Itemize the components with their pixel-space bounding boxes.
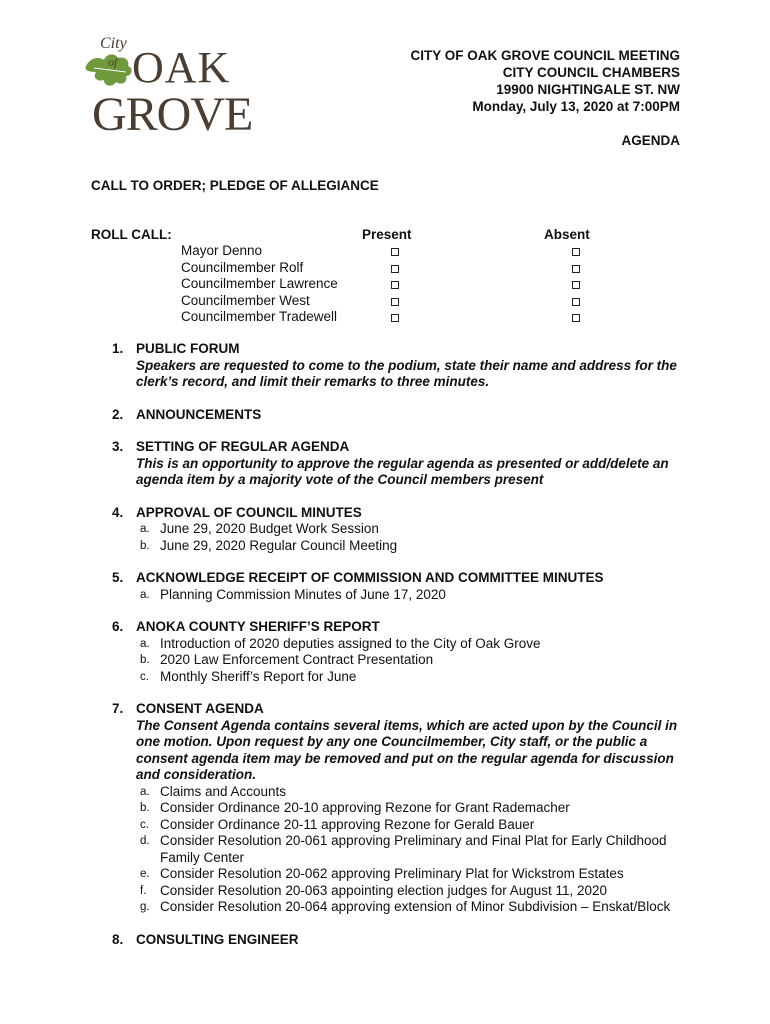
roll-call-row	[181, 260, 338, 277]
agenda-item-number: 4.	[112, 504, 124, 520]
header-date: Monday, July 13, 2020 at 7:00PM	[472, 99, 680, 114]
agenda-item-number: 2.	[112, 406, 124, 422]
agenda-subitem-text: Claims and Accounts	[160, 783, 287, 799]
agenda-label: AGENDA	[621, 133, 680, 148]
agenda-item-number: 6.	[112, 619, 124, 634]
agenda-item-number: 7.	[112, 701, 124, 716]
roll-call-label: ROLL CALL:	[91, 227, 172, 242]
agenda-item-title: ANNOUNCEMENTS	[136, 406, 262, 422]
agenda-item-number: 1.	[112, 341, 124, 356]
agenda-item-description: This is an opportunity to approve the regular agenda as presented or add/delete an agenda item by a majority vote of the Council members present	[136, 455, 669, 487]
agenda-item-heading	[112, 701, 692, 718]
agenda-subitem-text: Consider Resolution 20-064 approving extension of Minor Subdivision – Enskat/Block	[160, 899, 671, 914]
agenda-item-title: APPROVAL OF COUNCIL MINUTES	[136, 504, 362, 520]
logo-grove-text: GROVE	[92, 88, 253, 138]
agenda-subitem-text: 2020 Law Enforcement Contract Presentation	[160, 652, 434, 667]
agenda-subitem-letter: d.	[140, 835, 150, 847]
agenda-subitem	[136, 521, 692, 538]
agenda-subitem	[136, 538, 692, 555]
agenda-subitem-letter: a.	[140, 785, 150, 798]
agenda-item-heading	[112, 341, 692, 358]
present-checkbox[interactable]	[391, 265, 399, 273]
agenda-item	[112, 505, 692, 555]
agenda-item-heading	[112, 932, 692, 949]
agenda-subitem	[136, 833, 692, 866]
agenda-subitem-text: Introduction of 2020 deputies assigned to the City of Oak Grove	[160, 635, 541, 651]
member-name: Councilmember West	[181, 292, 310, 308]
agenda-item-number: 3.	[112, 439, 124, 454]
agenda-item-heading	[112, 407, 692, 424]
agenda-item-heading	[112, 619, 692, 636]
agenda-subitem	[136, 817, 692, 834]
agenda-subitem-text: Consider Resolution 20-061 approving Preliminary and Final Plat for Early Childhood Family Center	[160, 833, 667, 865]
agenda-item-title: ANOKA COUNTY SHERIFF’S REPORT	[136, 619, 380, 634]
roll-call-members	[181, 243, 338, 326]
agenda-subitem-letter: f.	[140, 884, 147, 897]
agenda-subitem	[136, 899, 692, 916]
roll-call-row	[181, 309, 338, 326]
agenda-item-heading	[112, 570, 692, 587]
agenda-subitem-text: Consider Ordinance 20-10 approving Rezone for Grant Rademacher	[160, 800, 570, 815]
agenda-subitem-text: Consider Resolution 20-062 approving Preliminary Plat for Wickstrom Estates	[160, 866, 624, 881]
absent-checkbox[interactable]	[572, 298, 580, 306]
agenda-subitem-letter: a.	[140, 523, 150, 535]
agenda-item	[112, 932, 692, 949]
agenda-item	[112, 439, 692, 489]
agenda-subitem	[136, 636, 692, 653]
agenda-item-description: Speakers are requested to come to the podium, state their name and address for the clerk’s record, and limit their remarks to three minutes.	[136, 357, 677, 389]
logo-oak-text: OAK	[132, 43, 231, 92]
present-column-header: Present	[362, 227, 412, 242]
agenda-items	[112, 341, 692, 964]
agenda-item-title: CONSULTING ENGINEER	[136, 931, 299, 947]
member-name: Councilmember Tradewell	[181, 309, 338, 324]
agenda-item-heading	[112, 439, 692, 456]
present-checkbox[interactable]	[391, 281, 399, 289]
agenda-subitem	[136, 883, 692, 900]
agenda-item	[112, 619, 692, 685]
agenda-subitem-letter: g.	[140, 901, 150, 913]
agenda-subitem	[136, 652, 692, 669]
agenda-item-number: 5.	[112, 570, 124, 585]
agenda-subitem	[136, 866, 692, 883]
header-location: CITY COUNCIL CHAMBERS	[502, 65, 680, 80]
absent-checkbox[interactable]	[572, 314, 580, 322]
agenda-subitem-text: Consider Ordinance 20-11 approving Rezone for Gerald Bauer	[160, 816, 535, 832]
agenda-subitem-letter: b.	[140, 539, 150, 552]
meeting-header	[410, 47, 680, 149]
agenda-item-description: The Consent Agenda contains several items, which are acted upon by the Council in one motion. Upon request by any one Councilmember, City staff, or the public a consent agenda item may be removed and put on the regular agenda for discussion and consideration.	[136, 717, 678, 782]
member-name: Councilmember Rolf	[181, 259, 304, 275]
agenda-subitem-text: Monthly Sheriff’s Report for June	[160, 668, 357, 684]
agenda-subitem-text: Planning Commission Minutes of June 17, 2020	[160, 586, 446, 602]
absent-checkbox[interactable]	[572, 265, 580, 273]
agenda-item	[112, 570, 692, 603]
agenda-subitem-letter: b.	[140, 654, 150, 666]
agenda-subitem-text: June 29, 2020 Budget Work Session	[160, 521, 379, 536]
agenda-subitem-letter: b.	[140, 802, 150, 814]
roll-call-row	[181, 243, 338, 260]
agenda-item-title: SETTING OF REGULAR AGENDA	[136, 439, 350, 454]
member-name: Councilmember Lawrence	[181, 276, 338, 291]
logo-of-text: of	[108, 55, 118, 69]
agenda-subitem	[136, 800, 692, 817]
agenda-item	[112, 701, 692, 916]
header-title: CITY OF OAK GROVE COUNCIL MEETING	[410, 48, 680, 63]
header-address: 19900 NIGHTINGALE ST. NW	[496, 82, 680, 97]
roll-call-row	[181, 276, 338, 293]
present-checkbox[interactable]	[391, 248, 399, 256]
agenda-subitem	[136, 669, 692, 686]
agenda-subitem-letter: e.	[140, 868, 150, 880]
agenda-item-title: ACKNOWLEDGE RECEIPT OF COMMISSION AND COMMITTEE MINUTES	[136, 570, 604, 585]
agenda-subitem	[136, 587, 692, 604]
roll-call-row	[181, 293, 338, 310]
agenda-item	[112, 341, 692, 391]
agenda-subitem	[136, 784, 692, 801]
call-to-order: CALL TO ORDER; PLEDGE OF ALLEGIANCE	[91, 178, 379, 193]
agenda-subitem-letter: a.	[140, 588, 150, 601]
present-checkbox[interactable]	[391, 314, 399, 322]
agenda-item-heading	[112, 505, 692, 522]
agenda-subitem-letter: c.	[140, 670, 149, 683]
oak-leaf-logo-icon	[80, 30, 262, 138]
absent-checkbox[interactable]	[572, 248, 580, 256]
agenda-subitem-text: Consider Resolution 20-063 appointing election judges for August 11, 2020	[160, 882, 608, 898]
agenda-subitem-text: June 29, 2020 Regular Council Meeting	[160, 537, 398, 553]
logo-city-text: City	[100, 35, 127, 52]
absent-checkbox[interactable]	[572, 281, 580, 289]
agenda-subitem-letter: c.	[140, 818, 149, 831]
agenda-item-title: PUBLIC FORUM	[136, 341, 240, 356]
agenda-subitem-letter: a.	[140, 637, 150, 650]
absent-column-header: Absent	[544, 227, 590, 242]
member-name: Mayor Denno	[181, 243, 263, 258]
agenda-item-number: 8.	[112, 931, 124, 947]
city-logo	[80, 30, 262, 138]
present-checkbox[interactable]	[391, 298, 399, 306]
agenda-item	[112, 407, 692, 424]
agenda-item-title: CONSENT AGENDA	[136, 701, 264, 716]
